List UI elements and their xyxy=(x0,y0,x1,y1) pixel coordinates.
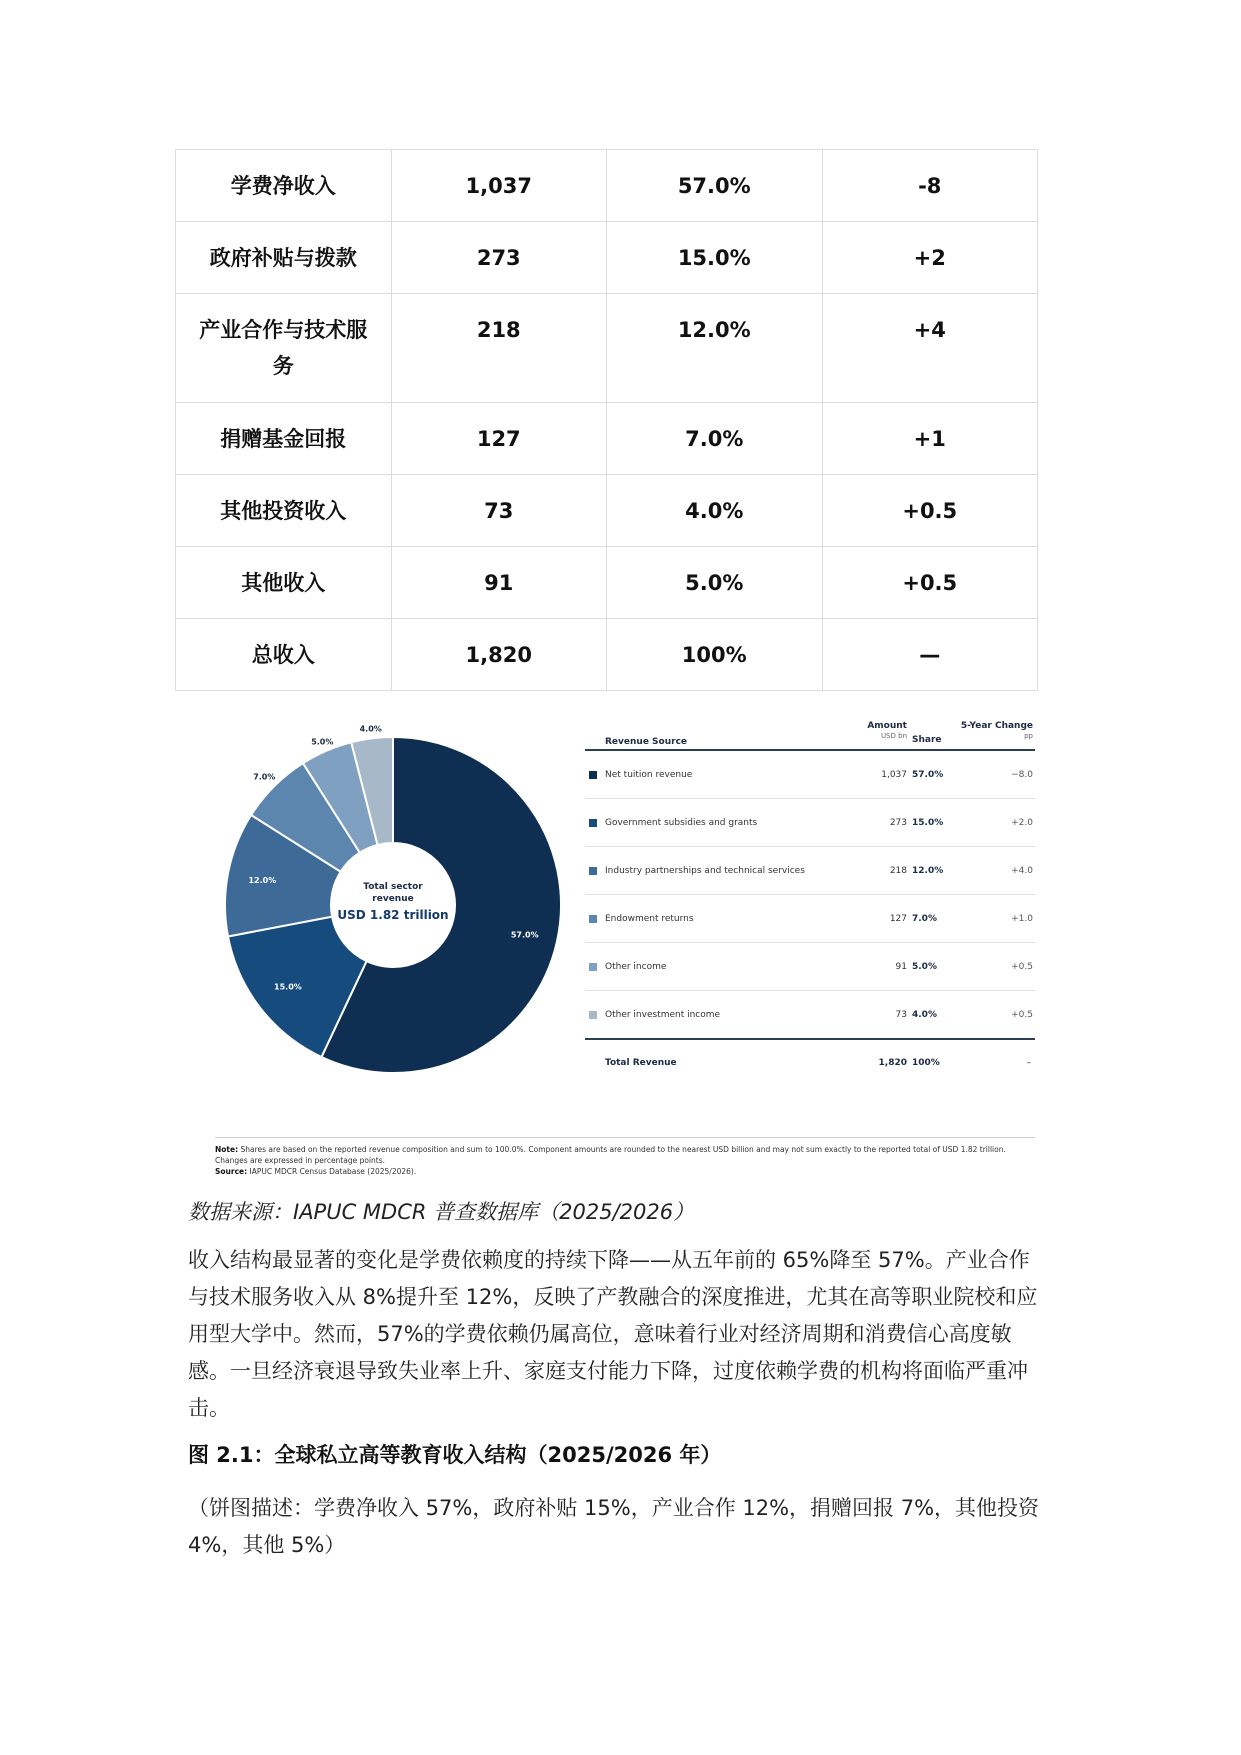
pie-description: （饼图描述：学费净收入 57%，政府补贴 15%，产业合作 12%，捐赠回报 7%，其他投资 4%，其他 5%） xyxy=(188,1496,1040,1557)
legend-change: +2.0 xyxy=(1011,818,1033,828)
cell-share: 7.0% xyxy=(607,403,823,475)
legend-header xyxy=(585,717,1035,751)
center-value: USD 1.82 trillion xyxy=(337,908,449,922)
cell-source: 政府补贴与拨款 xyxy=(176,222,392,294)
legend-label: Other income xyxy=(605,962,667,972)
total-label: Total Revenue xyxy=(605,1058,677,1068)
legend-swatch xyxy=(589,915,597,923)
legend-row xyxy=(585,847,1035,895)
legend-amount: 91 xyxy=(895,962,907,972)
cell-share: 57.0% xyxy=(607,150,823,222)
figure-notes xyxy=(215,1137,1035,1177)
cell-amount: 73 xyxy=(391,475,607,547)
table-row xyxy=(176,294,1038,403)
header-amount-unit: USD bn xyxy=(880,732,907,740)
body-paragraph: 收入结构最显著的变化是学费依赖度的持续下降——从五年前的 65%降至 57%。产业合作与技术服务收入从 8%提升至 12%，反映了产教融合的深度推进，尤其在高等职业院校和应用型大学中。然而，57%的学费依赖仍属高位，意味着行业对经济周期和消费信心高度敏感。一旦经济衰退导致失业率上升、家庭支付能力下降，过度依赖学费的机构将面临严重冲击。 xyxy=(188,1248,1038,1420)
cell-amount: 1,037 xyxy=(391,150,607,222)
revenue-figure xyxy=(175,705,1040,1195)
note-label: Note: xyxy=(215,1145,239,1154)
legend-share: 15.0% xyxy=(912,818,944,828)
legend-swatch xyxy=(589,819,597,827)
cell-change: — xyxy=(822,619,1038,691)
slice-label: 57.0% xyxy=(510,930,539,940)
legend-change: −8.0 xyxy=(1011,770,1033,780)
donut-chart xyxy=(175,705,575,1085)
donut-hole xyxy=(331,843,455,967)
cell-change: -8 xyxy=(822,150,1038,222)
legend-change: +0.5 xyxy=(1011,962,1033,972)
legend-share: 4.0% xyxy=(912,1010,937,1020)
source-caption: 数据来源：IAPUC MDCR 普查数据库（2025/2026） xyxy=(188,1200,695,1224)
legend-swatch xyxy=(589,771,597,779)
legend-amount: 1,037 xyxy=(881,770,907,780)
cell-source: 捐赠基金回报 xyxy=(176,403,392,475)
legend-row xyxy=(585,943,1035,991)
legend-change: +1.0 xyxy=(1011,914,1033,924)
total-change: – xyxy=(1026,1058,1031,1068)
header-source: Revenue Source xyxy=(605,737,688,747)
legend-amount: 73 xyxy=(895,1010,907,1020)
revenue-table xyxy=(175,149,1038,691)
legend-row xyxy=(585,751,1035,799)
note-text: Shares are based on the reported revenue composition and sum to 100.0%. Component amounts are rounded to the nearest USD billion and may not sum exactly to the reported total of USD 1.82 trillion. xyxy=(240,1145,1006,1154)
legend-label: Industry partnerships and technical services xyxy=(605,866,805,876)
cell-source: 学费净收入 xyxy=(176,150,392,222)
center-label-line1: Total sector xyxy=(363,882,423,892)
legend-row xyxy=(585,895,1035,943)
table-total-row xyxy=(176,619,1038,691)
legend-swatch xyxy=(589,867,597,875)
table-row xyxy=(176,547,1038,619)
source-note-label: Source: xyxy=(215,1167,248,1176)
cell-share: 15.0% xyxy=(607,222,823,294)
legend-total-row xyxy=(585,1038,1035,1088)
legend-share: 5.0% xyxy=(912,962,937,972)
cell-source: 其他收入 xyxy=(176,547,392,619)
slice-label: 15.0% xyxy=(274,982,302,992)
legend-row xyxy=(585,991,1035,1038)
header-change: 5-Year Change xyxy=(960,721,1033,731)
cell-amount: 273 xyxy=(391,222,607,294)
legend-table xyxy=(585,717,1035,1088)
cell-share: 4.0% xyxy=(607,475,823,547)
center-label-line2: revenue xyxy=(372,894,414,904)
legend-label: Net tuition revenue xyxy=(605,770,693,780)
table-row xyxy=(176,222,1038,294)
legend-change: +0.5 xyxy=(1011,1010,1033,1020)
table-row xyxy=(176,403,1038,475)
cell-change: +0.5 xyxy=(822,475,1038,547)
cell-change: +0.5 xyxy=(822,547,1038,619)
legend-label: Endowment returns xyxy=(605,914,694,924)
legend-share: 57.0% xyxy=(912,770,944,780)
table-row xyxy=(176,475,1038,547)
slice-label: 7.0% xyxy=(253,772,276,782)
table-row xyxy=(176,150,1038,222)
total-share: 100% xyxy=(912,1058,940,1068)
cell-share: 5.0% xyxy=(607,547,823,619)
legend-amount: 218 xyxy=(889,866,907,876)
cell-change: +1 xyxy=(822,403,1038,475)
legend-swatch xyxy=(589,963,597,971)
source-note xyxy=(215,1166,1035,1177)
slice-label: 4.0% xyxy=(359,724,382,734)
header-amount: Amount xyxy=(867,721,907,731)
cell-amount: 218 xyxy=(391,294,607,403)
legend-share: 12.0% xyxy=(912,866,944,876)
cell-source: 其他投资收入 xyxy=(176,475,392,547)
slice-label: 5.0% xyxy=(311,737,334,747)
figure-title: 图 2.1：全球私立高等教育收入结构（2025/2026 年） xyxy=(188,1443,722,1467)
legend-amount: 273 xyxy=(889,818,907,828)
source-note-text: IAPUC MDCR Census Database (2025/2026). xyxy=(249,1167,417,1176)
cell-share: 12.0% xyxy=(607,294,823,403)
cell-amount: 1,820 xyxy=(391,619,607,691)
total-amount: 1,820 xyxy=(878,1058,907,1068)
legend-change: +4.0 xyxy=(1011,866,1033,876)
cell-amount: 127 xyxy=(391,403,607,475)
legend-swatch xyxy=(589,1011,597,1019)
legend-label: Government subsidies and grants xyxy=(605,818,758,828)
cell-share: 100% xyxy=(607,619,823,691)
note-line xyxy=(215,1144,1035,1155)
header-share: Share xyxy=(912,735,942,745)
legend-amount: 127 xyxy=(889,914,907,924)
cell-amount: 91 xyxy=(391,547,607,619)
cell-source: 总收入 xyxy=(176,619,392,691)
cell-source: 产业合作与技术服务 xyxy=(176,294,392,403)
cell-change: +2 xyxy=(822,222,1038,294)
legend-label: Other investment income xyxy=(605,1010,721,1020)
header-change-unit: pp xyxy=(1024,732,1033,740)
legend-row xyxy=(585,799,1035,847)
note-text2: Changes are expressed in percentage points. xyxy=(215,1156,386,1165)
legend-share: 7.0% xyxy=(912,914,937,924)
cell-change: +4 xyxy=(822,294,1038,403)
slice-label: 12.0% xyxy=(248,876,277,886)
